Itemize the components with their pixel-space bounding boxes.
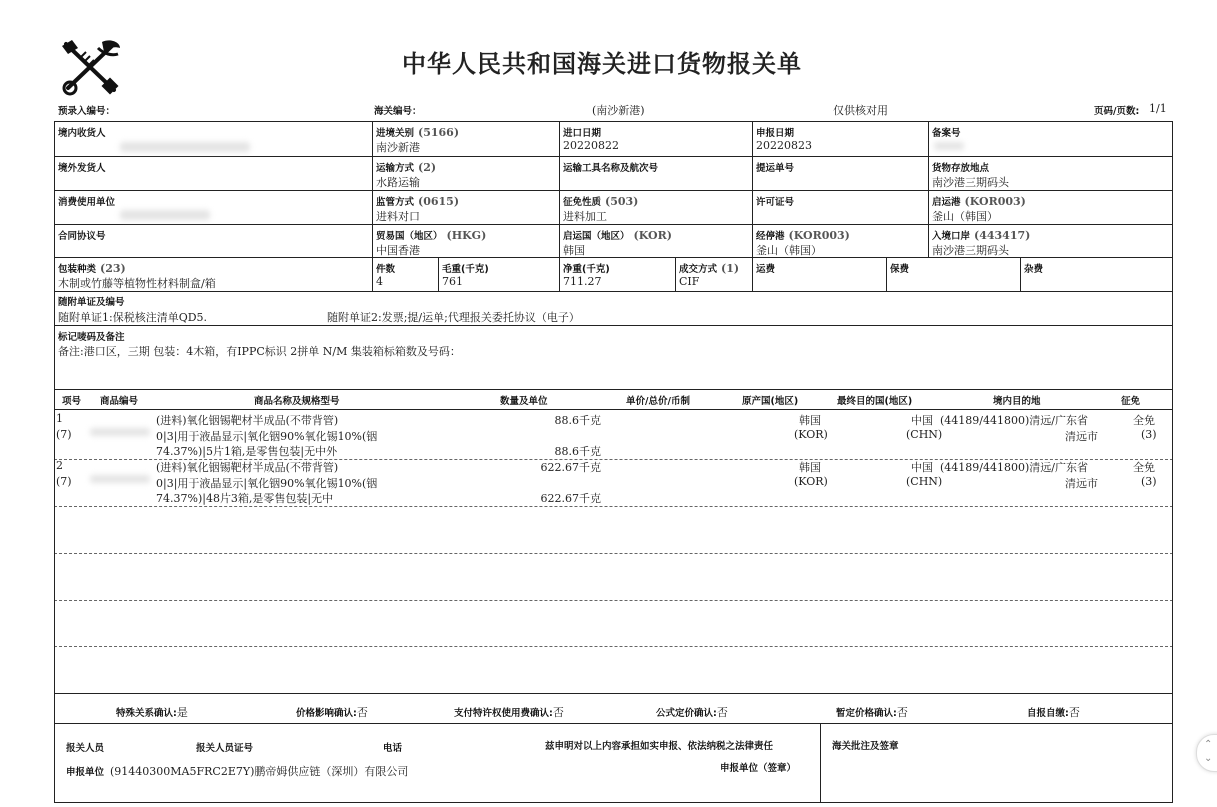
- page-value: 1/1: [1149, 102, 1167, 115]
- side-float-button[interactable]: [1196, 734, 1217, 772]
- col-no: 项号: [62, 396, 82, 407]
- entry-port-value: 南沙港三期码头: [932, 244, 1009, 257]
- entry-port-label: 入境口岸 (443417): [932, 229, 1031, 242]
- storage-value: 南沙港三期码头: [932, 176, 1009, 189]
- item-name-line2: 0|3|用于液晶显示|氧化铟90%氧化锡10%(铟: [156, 477, 378, 490]
- net-value: 711.27: [563, 275, 602, 288]
- docs-value2: 随附单证2:发票;提/运单;代理报关委托协议（电子）: [327, 311, 580, 324]
- declarant-id-label: 报关人员证号: [196, 743, 254, 754]
- item-name-line1: (进料)氧化铟锡靶材半成品(不带背管): [156, 414, 339, 427]
- net-label: 净重(千克): [563, 264, 610, 275]
- self-pay-confirm: 自报自缴:否: [1027, 706, 1080, 719]
- item-dest-code: (CHN): [906, 475, 943, 488]
- pieces-value: 4: [376, 275, 383, 288]
- import-date-label: 进口日期: [563, 128, 602, 139]
- storage-label: 货物存放地点: [932, 163, 990, 174]
- item-qty2: 622.67千克: [540, 492, 601, 505]
- levy-label: 征免性质 (503): [563, 195, 639, 208]
- item-domestic1: (44189/441800)清远/广东省: [940, 461, 1088, 474]
- customs-emblem-icon: [58, 38, 124, 98]
- royalty-confirm: 支付特许权使用费确认:否: [454, 706, 564, 719]
- trade-terms-label: 成交方式 (1): [679, 262, 740, 275]
- col-qty: 数量及单位: [500, 396, 548, 407]
- levy-value: 进料加工: [563, 210, 607, 223]
- docs-value1: 随附单证1:保税核注清单QD5.: [58, 311, 208, 324]
- port-name: (南沙新港): [592, 104, 645, 117]
- depart-port-value: 釜山（韩国）: [932, 210, 998, 223]
- transport-mode-value: 水路运输: [376, 176, 420, 189]
- item-levy: 全免: [1133, 461, 1155, 474]
- item-domestic2: 清远市: [1065, 430, 1098, 443]
- item-name-line1: (进料)氧化铟锡靶材半成品(不带背管): [156, 461, 339, 474]
- item-levy-code: (3): [1141, 428, 1157, 441]
- trade-country-value: 中国香港: [376, 244, 420, 257]
- item-name-line3: 74.37%)|48片3箱,是零售包装|无中: [156, 492, 334, 505]
- trade-country-label: 贸易国（地区） (HKG): [376, 229, 487, 242]
- origin-country-label: 启运国（地区） (KOR): [563, 229, 672, 242]
- item-name-line3: 74.37%)|5片1箱,是零售包装|无中外: [156, 445, 338, 458]
- item-origin: 韩国: [799, 414, 821, 427]
- chevron-down-icon: ⌄: [1204, 753, 1213, 764]
- stop-port-value: 釜山（韩国）: [756, 244, 822, 257]
- gross-value: 761: [442, 275, 463, 288]
- item-origin-code: (KOR): [794, 475, 828, 488]
- item-dest-code: (CHN): [906, 428, 943, 441]
- freight-label: 运费: [756, 264, 776, 275]
- depart-port-label: 启运港 (KOR003): [932, 195, 1026, 208]
- pre-entry-label: 预录入编号：: [58, 106, 116, 117]
- special-relation-confirm: 特殊关系确认:是: [116, 706, 188, 719]
- page-label: 页码/页数:: [1094, 106, 1140, 117]
- item-no: 2: [56, 459, 63, 472]
- consignee-label: 境内收货人: [58, 128, 106, 139]
- record-no-label: 备案号: [932, 128, 961, 139]
- item-origin: 韩国: [799, 461, 821, 474]
- trade-terms-value: CIF: [679, 275, 700, 288]
- misc-label: 杂费: [1024, 264, 1044, 275]
- chevron-up-icon: ⌃: [1204, 739, 1213, 750]
- item-no: 1: [56, 412, 63, 425]
- item-dest: 中国: [911, 461, 933, 474]
- declare-date-value: 20220823: [756, 139, 812, 152]
- supervision-value: 进料对口: [376, 210, 420, 223]
- customs-note-label: 海关批注及签章: [832, 741, 899, 752]
- declare-unit: 申报单位 (91440300MA5FRC2E7Y)鹏帝姆供应链（深圳）有限公司: [66, 765, 409, 778]
- customs-no-label: 海关编号：: [374, 106, 422, 117]
- declarant-label: 报关人员: [66, 743, 105, 754]
- entry-office-label: 进境关别 (5166): [376, 126, 460, 139]
- item-origin-code: (KOR): [794, 428, 828, 441]
- transport-mode-label: 运输方式 (2): [376, 161, 437, 174]
- item-name-line2: 0|3|用于液晶显示|氧化铟90%氧化锡10%(铟: [156, 430, 378, 443]
- package-value: 木制或竹藤等植物性材料制盒/箱: [58, 277, 216, 290]
- declaration-statement: 兹申明对以上内容承担如实申报、依法纳税之法律责任: [545, 741, 774, 752]
- item-qty1: 88.6千克: [554, 414, 601, 427]
- package-label: 包装种类 (23): [58, 262, 126, 275]
- verify-note: 仅供核对用: [833, 104, 888, 117]
- item-levy-code: (3): [1141, 475, 1157, 488]
- item-domestic2: 清远市: [1065, 477, 1098, 490]
- origin-country-value: 韩国: [563, 244, 585, 257]
- item-no-sub: (7): [56, 428, 72, 441]
- item-qty2: 88.6千克: [554, 445, 601, 458]
- item-no-sub: (7): [56, 475, 72, 488]
- price-influence-confirm: 价格影响确认:否: [296, 706, 368, 719]
- item-dest: 中国: [911, 414, 933, 427]
- declare-seal-label: 申报单位（签章）: [720, 763, 797, 774]
- insurance-label: 保费: [890, 264, 910, 275]
- pieces-label: 件数: [376, 264, 396, 275]
- gross-label: 毛重(千克): [442, 264, 489, 275]
- supervision-label: 监管方式 (0615): [376, 195, 460, 208]
- item-domestic1: (44189/441800)清远/广东省: [940, 414, 1088, 427]
- page-title: 中华人民共和国海关进口货物报关单: [402, 50, 802, 78]
- shipper-label: 境外发货人: [58, 163, 106, 174]
- entry-office-value: 南沙新港: [376, 141, 420, 154]
- stop-port-label: 经停港 (KOR003): [756, 229, 850, 242]
- import-date-value: 20220822: [563, 139, 619, 152]
- col-dest: 最终目的国(地区): [837, 396, 913, 407]
- col-origin: 原产国(地区): [742, 396, 799, 407]
- docs-label: 随附单证及编号: [58, 297, 125, 308]
- declare-date-label: 申报日期: [756, 128, 795, 139]
- contract-label: 合同协议号: [58, 231, 106, 242]
- col-code: 商品编号: [100, 396, 139, 407]
- col-name: 商品名称及规格型号: [254, 396, 340, 407]
- col-domestic: 境内目的地: [993, 396, 1041, 407]
- marks-value: 备注:港口区，三期 包装：4木箱，有IPPC标识 2拼单 N/M 集装箱标箱数及号码：: [58, 345, 461, 358]
- formula-price-confirm: 公式定价确认:否: [656, 706, 728, 719]
- item-qty1: 622.67千克: [540, 461, 601, 474]
- bl-label: 提运单号: [756, 163, 795, 174]
- phone-label: 电话: [383, 743, 403, 754]
- consumer-label: 消费使用单位: [58, 197, 116, 208]
- col-price: 单价/总价/币制: [626, 396, 690, 407]
- vessel-label: 运输工具名称及航次号: [563, 163, 659, 174]
- item-levy: 全免: [1133, 414, 1155, 427]
- col-levy: 征免: [1121, 396, 1141, 407]
- provisional-price-confirm: 暂定价格确认:否: [836, 706, 908, 719]
- marks-label: 标记唛码及备注: [58, 332, 125, 343]
- license-label: 许可证号: [756, 197, 795, 208]
